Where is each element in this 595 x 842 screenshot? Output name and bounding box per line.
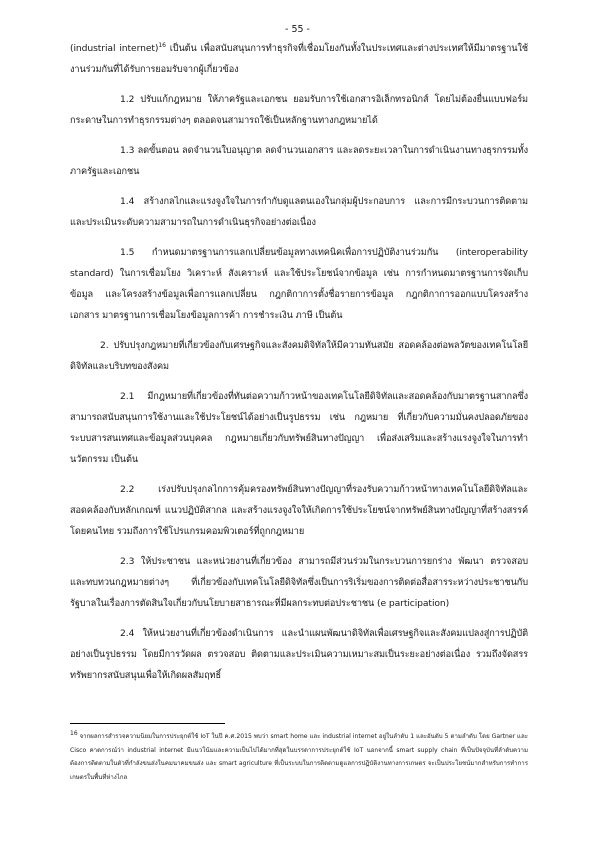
paragraph-1-3: 1.3 ลดขั้นตอน ลดจำนวนใบอนุญาต ลดจำนวนเอกสาร และลดระยะเวลาในการดำเนินงานทางธุรกรรมทั้งภาครัฐและเอกชน: [70, 145, 528, 177]
paragraph-intro-rest: เป็นต้น เพื่อสนับสนุนการทำธุรกิจที่เชื่อมโยงกันทั้งในประเทศและต่างประเทศให้มีมาตรฐานใช้งานร่วมกันที่ได้รับการยอมรับจากผู้เกี่ยวข้อง: [70, 43, 528, 75]
paragraph-2-2: 2.2 เร่งปรับปรุงกลไกการคุ้มครองทรัพย์สินทางปัญญาที่รองรับความก้าวหน้าทางเทคโนโลยีดิจิทัลและสอดคล้องกับหลักเกณฑ์ แนวปฏิบัติสากล และสร้างแรงจูงใจให้เกิดการใช้ประโยชน์จากทรัพย์สินทางปัญญาที่สร้างสรรค์โดยคนไทย รวมถึงการใช้โปรแกรมคอมพิวเตอร์ที่ถูกกฎหมาย: [70, 484, 528, 537]
paragraph-1-2: 1.2 ปรับแก้กฎหมาย ให้ภาครัฐและเอกชน ยอมรับการใช้เอกสารอิเล็กทรอนิกส์ โดยไม่ต้องยื่นแบบฟอร์มกระดาษในการทำธุรกรรมต่างๆ ตลอดจนสามารถใช้เป็นหลักฐานทางกฎหมายได้: [70, 94, 528, 126]
footnote-text: จากผลการสำรวจความนิยมในการประยุกต์ใช้ IoT ในปี ค.ศ.2015 พบว่า smart home และ industrial internet อยู่ในลำดับ 1 และอันดับ 5 ตามลำดับ โดย Gartner และ Cisco คาดการณ์ว่า industrial internet มีแนวโน้มและความเป็นไปได้มากที่สุดในบรรดาการประยุกต์ใช้ IoT นอกจากนี้ smart supply chain ที่เป็นปัจจุบันที่ลำดับความต้องการติดตามในตัวที่กำลังขนส่งในคมนาคมขนส่ง และ smart agriculture ที่เป็นระบบในการติดตามดูแลการปฏิบัติงานทางการเกษตร จะเป็นประโยชน์มากสำหรับการทำการเกษตรในพื้นที่ห่างไกล: [70, 733, 528, 781]
footnote-separator: [70, 723, 225, 724]
footnote-ref[interactable]: 16: [158, 41, 166, 49]
footnote-marker: 16: [70, 729, 78, 737]
footnote: [70, 730, 528, 784]
paragraph-1-4: 1.4 สร้างกลไกและแรงจูงใจในการกำกับดูแลตนเองในกลุ่มผู้ประกอบการ และการมีกระบวนการติดตามและประเมินระดับความสามารถในการดำเนินธุรกิจอย่างต่อเนื่อง: [70, 196, 528, 228]
paragraph-2-3: 2.3 ให้ประชาชน และหน่วยงานที่เกี่ยวข้อง สามารถมีส่วนร่วมในกระบวนการยกร่าง พัฒนา ตรวจสอบ และทบทวนกฎหมายต่างๆ ที่เกี่ยวข้องกับเทคโนโลยีดิจิทัลซึ่งเป็นการริเริ่มของการติดต่อสื่อสารระหว่างประชาชนกับรัฐบาลในเรื่องการตัดสินใจเกี่ยวกับนโยบายสาธารณะที่มีผลกระทบต่อประชาชน (e participation): [70, 556, 528, 609]
paragraph-2: 2. ปรับปรุงกฎหมายที่เกี่ยวข้องกับเศรษฐกิจและสังคมดิจิทัลให้มีความทันสมัย สอดคล้องต่อพลวัตของเทคโนโลยีดิจิทัลและบริบทของสังคม: [70, 340, 528, 372]
industrial-internet-term: (industrial internet): [70, 43, 159, 54]
paragraph-2-1: 2.1 มีกฎหมายที่เกี่ยวข้องที่ทันต่อความก้าวหน้าของเทคโนโลยีดิจิทัลและสอดคล้องกับมาตรฐานสากลซึ่งสามารถสนับสนุนการใช้งานและใช้ประโยชน์ได้อย่างเป็นรูปธรรม เช่น กฎหมาย ที่เกี่ยวกับความมั่นคงปลอดภัยของระบบสารสนเทศและข้อมูลส่วนบุคคล กฎหมายเกี่ยวกับทรัพย์สินทางปัญญา เพื่อส่งเสริมและสร้างแรงจูงใจในการทำนวัตกรรม เป็นต้น: [70, 391, 528, 465]
paragraph-2-4: 2.4 ให้หน่วยงานที่เกี่ยวข้องดำเนินการ และนำแผนพัฒนาดิจิทัลเพื่อเศรษฐกิจและสังคมแปลงสู่การปฏิบัติอย่างเป็นรูปธรรม โดยมีการวัดผล ตรวจสอบ ติดตามและประเมินความเหมาะสมเป็นระยะอย่างต่อเนื่อง รวมถึงจัดสรรทรัพยากรสนับสนุนเพื่อให้เกิดผลสัมฤทธิ์: [70, 628, 528, 681]
body-text: [70, 38, 528, 695]
paragraph-1-5: 1.5 กำหนดมาตรฐานการแลกเปลี่ยนข้อมูลทางเทคนิคเพื่อการปฏิบัติงานร่วมกัน (interoperability standard) ในการเชื่อมโยง วิเคราะห์ สังเคราะห์ และใช้ประโยชน์จากข้อมูล เช่น การกำหนดมาตรฐานการจัดเก็บข้อมูล และโครงสร้างข้อมูลเพื่อการแลกเปลี่ยน กฎกติกาการตั้งชื่อรายการข้อมูล กฎกติกาการออกแบบโครงสร้างเอกสาร มาตรฐานการเชื่อมโยงข้อมูลการค้า การชำระเงิน ภาษี เป็นต้น: [70, 247, 528, 321]
page-number: - 55 -: [285, 24, 310, 35]
paragraph-intro: [70, 38, 528, 80]
